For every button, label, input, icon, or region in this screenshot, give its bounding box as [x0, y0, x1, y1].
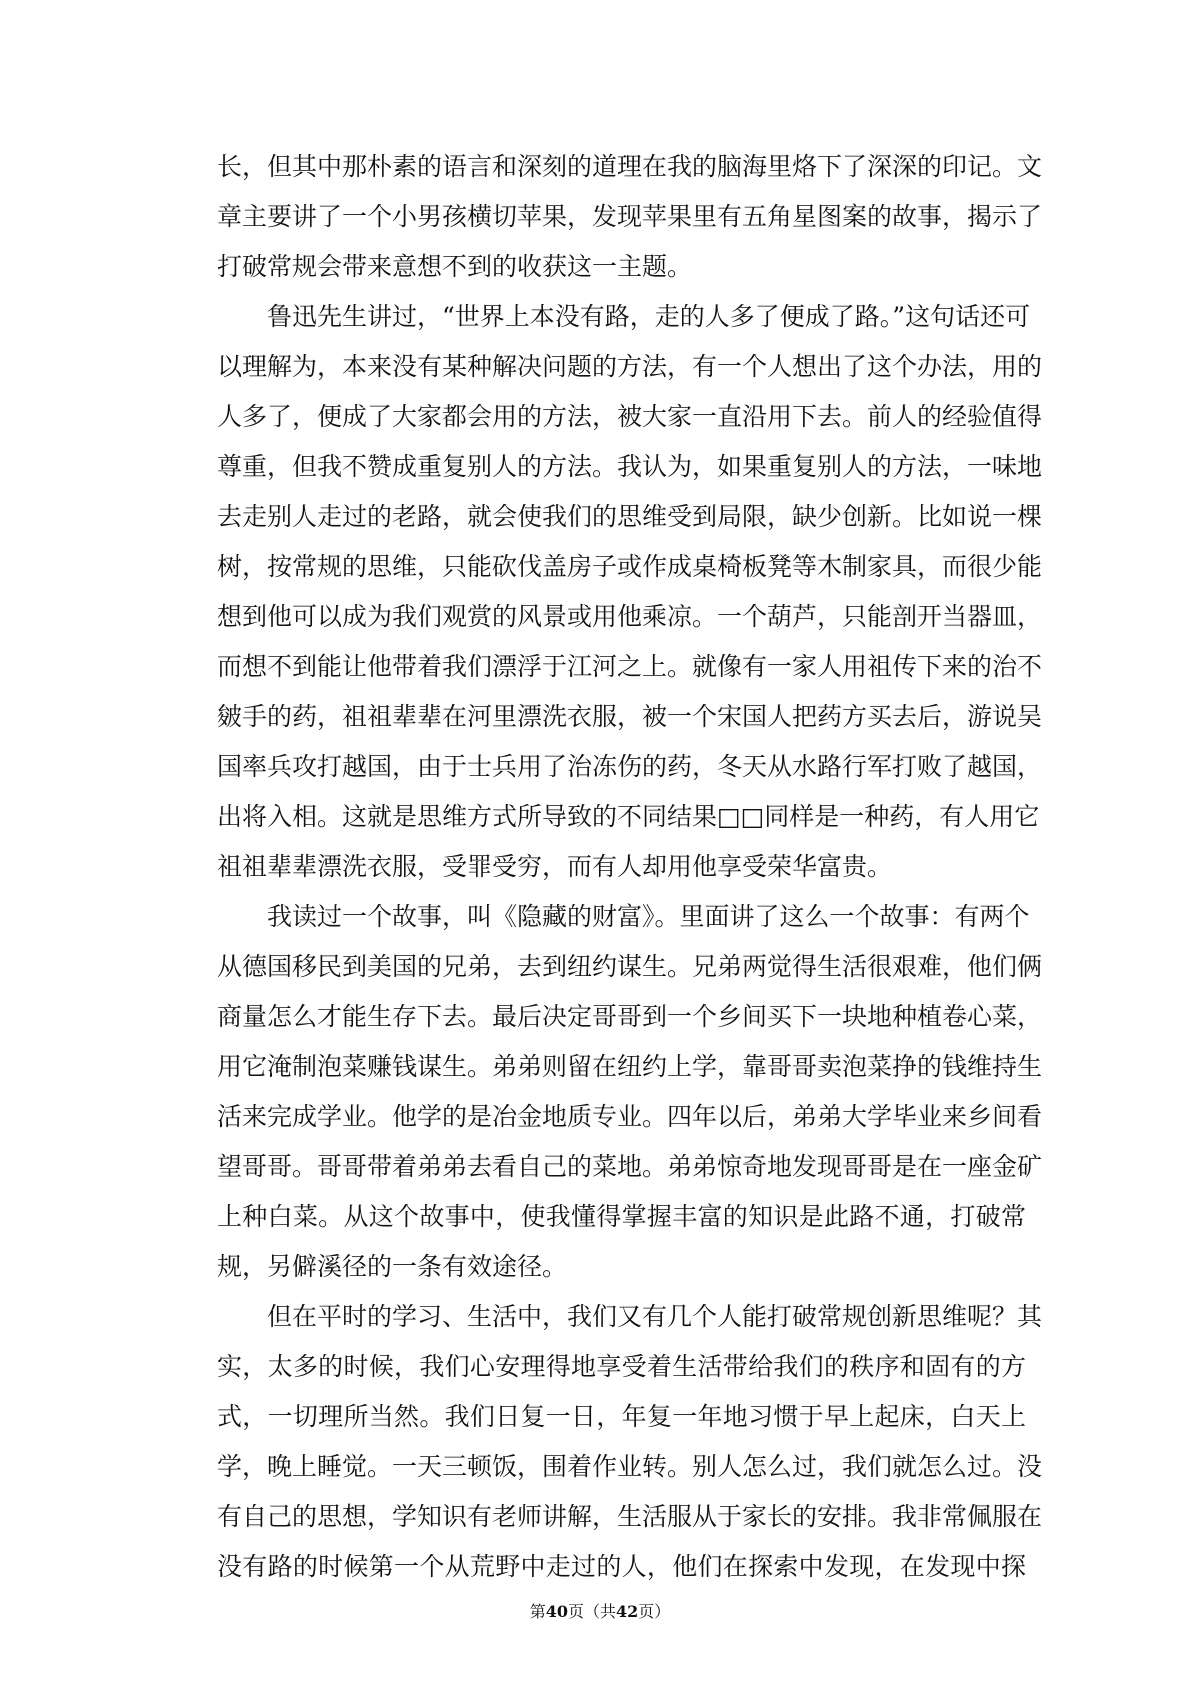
total-pages-number: 42: [616, 1602, 639, 1621]
footer-prefix: 第: [529, 1602, 546, 1621]
text-line: 我读过一个故事，叫《隐藏的财富》。里面讲了这么一个故事：有两个: [267, 902, 1030, 931]
page-footer: [0, 1600, 1200, 1624]
text-line: 尊重，但我不赞成重复别人的方法。我认为，如果重复别人的方法，一味地: [217, 452, 1043, 481]
text-line: 规，另僻溪径的一条有效途径。: [217, 1252, 568, 1281]
text-line: 商量怎么才能生存下去。最后决定哥哥到一个乡间买下一块地种植卷心菜，: [217, 1002, 1043, 1031]
text-line: 没有路的时候第一个从荒野中走过的人，他们在探索中发现，在发现中探: [217, 1552, 1026, 1581]
text-line: 望哥哥。哥哥带着弟弟去看自己的菜地。弟弟惊奇地发现哥哥是在一座金矿: [217, 1152, 1043, 1181]
text-line: 章主要讲了一个小男孩横切苹果，发现苹果里有五角星图案的故事，揭示了: [217, 202, 1043, 231]
text-line: 皴手的药，祖祖辈辈在河里漂洗衣服，被一个宋国人把药方买去后，游说吴: [217, 702, 1043, 731]
text-line: 打破常规会带来意想不到的收获这一主题。: [217, 252, 693, 281]
text-line: 鲁迅先生讲过，“世界上本没有路，走的人多了便成了路。”这句话还可: [267, 302, 1031, 331]
text-line: 式，一切理所当然。我们日复一日，年复一年地习惯于早上起床，白天上: [217, 1402, 1026, 1431]
text-line: 有自己的思想，学知识有老师讲解，生活服从于家长的安排。我非常佩服在: [217, 1502, 1043, 1531]
text-line: 出将入相。这就是思维方式所导致的不同结果□□同样是一种药，有人用它: [217, 802, 1040, 831]
current-page-number: 40: [545, 1602, 568, 1621]
text-line: 以理解为，本来没有某种解决问题的方法，有一个人想出了这个办法，用的: [217, 352, 1043, 381]
text-line: 国率兵攻打越国，由于士兵用了治冻伤的药，冬天从水路行军打败了越国，: [217, 752, 1043, 781]
text-line: 上种白菜。从这个故事中，使我懂得掌握丰富的知识是此路不通，打破常: [217, 1202, 1026, 1231]
text-line: 长，但其中那朴素的语言和深刻的道理在我的脑海里烙下了深深的印记。文: [217, 152, 1043, 181]
text-line: 从德国移民到美国的兄弟，去到纽约谋生。兄弟两觉得生活很艰难，他们俩: [217, 952, 1043, 981]
footer-suffix: 页）: [638, 1602, 671, 1621]
text-line: 活来完成学业。他学的是冶金地质专业。四年以后，弟弟大学毕业来乡间看: [217, 1102, 1043, 1131]
text-line: 而想不到能让他带着我们漂浮于江河之上。就像有一家人用祖传下来的治不: [217, 652, 1043, 681]
footer-middle: 页（共: [567, 1602, 616, 1621]
body-text: [217, 142, 1043, 1592]
text-line: 想到他可以成为我们观赏的风景或用他乘凉。一个葫芦，只能剖开当器皿，: [217, 602, 1043, 631]
text-line: 实，太多的时候，我们心安理得地享受着生活带给我们的秩序和固有的方: [217, 1352, 1026, 1381]
text-line: 去走别人走过的老路，就会使我们的思维受到局限，缺少创新。比如说一棵: [217, 502, 1043, 531]
text-line: 但在平时的学习、生活中，我们又有几个人能打破常规创新思维呢？其: [267, 1302, 1043, 1331]
text-line: 树，按常规的思维，只能砍伐盖房子或作成桌椅板凳等木制家具，而很少能: [217, 552, 1043, 581]
text-line: 人多了，便成了大家都会用的方法，被大家一直沿用下去。前人的经验值得: [217, 402, 1043, 431]
text-line: 用它淹制泡菜赚钱谋生。弟弟则留在纽约上学，靠哥哥卖泡菜挣的钱维持生: [217, 1052, 1043, 1081]
text-line: 学，晚上睡觉。一天三顿饭，围着作业转。别人怎么过，我们就怎么过。没: [217, 1452, 1043, 1481]
text-line: 祖祖辈辈漂洗衣服，受罪受穷，而有人却用他享受荣华富贵。: [217, 852, 893, 881]
